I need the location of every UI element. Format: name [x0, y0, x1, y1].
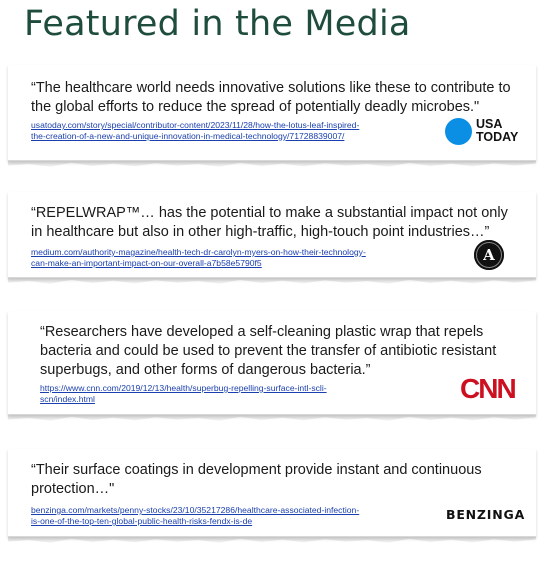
- quote: “Researchers have developed a self-cleaning plastic wrap that repels bacteria and could be used to prevent the transfer of antibiotic resistant superbugs, and other forms of dangerous bacteria.”: [40, 324, 497, 378]
- page-title: Featured in the Media: [24, 4, 411, 44]
- article-link[interactable]: usatoday.com/story/special/contributor-content/2023/11/28/how-the-lotus-leaf-inspired- the-creation-of-a-new-and-unique-innovation-in-medical-technology/71728839007/: [31, 120, 360, 141]
- article-link[interactable]: https://www.cnn.com/2019/12/13/health/superbug-repelling-surface-intl-scli- scn/index.html: [40, 383, 327, 404]
- authority-magazine-badge-icon: A: [474, 240, 504, 270]
- authority-magazine-logo: [474, 240, 504, 270]
- cnn-logo: CNN: [460, 373, 515, 404]
- usa-today-circle-icon: [445, 118, 472, 145]
- quote: “Their surface coatings in development provide instant and continuous protection…": [31, 462, 482, 497]
- benzinga-logo: BENZINGA: [446, 507, 526, 522]
- article-link[interactable]: medium.com/authority-magazine/health-tech-dr-carolyn-myers-on-how-their-technology- can-make-an-important-impact-on-our-overall-a7b58e5790f5: [31, 247, 366, 268]
- media-card-medium: [8, 192, 536, 278]
- media-card-cnn: [8, 311, 536, 415]
- media-card-benzinga: [8, 449, 536, 537]
- media-card-usatoday: [8, 65, 536, 161]
- quote: “The healthcare world needs innovative solutions like these to contribute to the global efforts to reduce the spread of potentially deadly microbes.": [31, 80, 511, 115]
- article-link[interactable]: benzinga.com/markets/penny-stocks/23/10/35217286/healthcare-associated-infection- is-one-of-the-top-ten-global-public-health-risks-fendx-is-de: [31, 505, 360, 526]
- usa-today-logo: USA TODAY: [445, 118, 530, 148]
- quote: “REPELWRAP™… has the potential to make a substantial impact not only in healthcare but also in other high-traffic, high-touch point industries…”: [31, 205, 508, 240]
